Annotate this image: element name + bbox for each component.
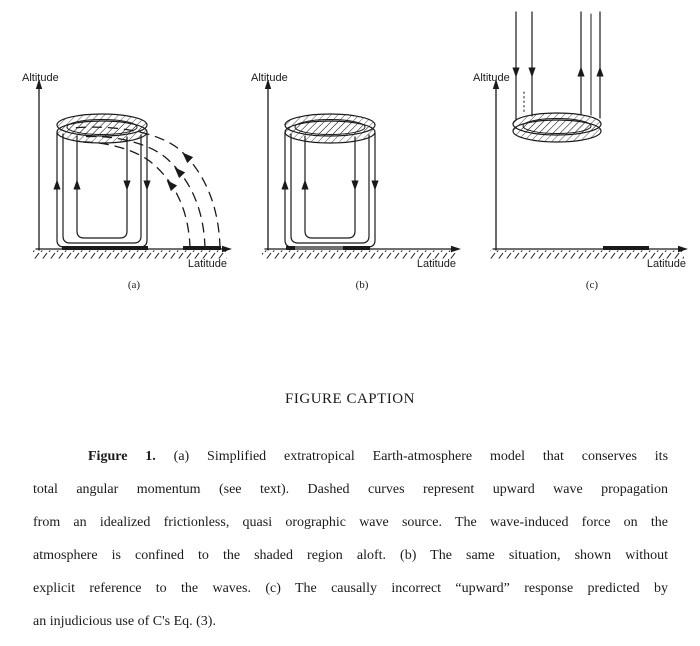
figure-number-label: Figure 1. (88, 449, 156, 464)
caption-line: atmosphere is confined to the shaded region aloft. (b) The same situation, shown without (33, 548, 668, 563)
up-arrow-icon (73, 180, 80, 190)
caption-line: total angular momentum (see text). Dashed curves represent upward wave propagation (33, 482, 668, 497)
up-arrow-icon (281, 180, 288, 190)
panel-a-altitude-label: Altitude (22, 72, 59, 84)
down-arrow-icon (143, 181, 150, 191)
panel-a-wave-source-bar (183, 246, 221, 250)
panel-a-shaded-disc (57, 114, 147, 143)
down-arrow-icon (351, 181, 358, 191)
figure-caption (33, 440, 668, 638)
caption-line (33, 440, 668, 473)
panel-b-altitude-label: Altitude (251, 72, 288, 84)
down-arrow-icon (512, 68, 519, 78)
panel-a (22, 72, 232, 291)
panel-c-flow-arrows (512, 67, 603, 78)
up-arrow-icon (301, 180, 308, 190)
panel-b-y-axis (265, 79, 271, 250)
panel-a-y-axis (36, 79, 42, 250)
panel-c-y-axis (493, 79, 499, 250)
caption-line: an injudicious use of C's Eq. (3). (33, 614, 216, 629)
panel-b-shaded-disc (285, 114, 375, 143)
panel-c-shaded-disc (513, 113, 601, 142)
caption-text-segment: (a) Simplified extratropical Earth-atmosphere model that conserves its (173, 449, 669, 464)
up-arrow-icon (577, 67, 584, 77)
panel-c-letter: (c) (585, 279, 599, 291)
panel-c-latitude-label: Latitude (646, 258, 686, 270)
panel-c-ground-bar (603, 246, 649, 250)
panel-a-flow-arrows (53, 180, 150, 191)
panel-b-letter: (b) (355, 279, 369, 291)
panel-b-ground-bar (343, 246, 370, 250)
panel-c (473, 12, 688, 291)
caption-line: from an idealized frictionless, quasi orographic wave source. The wave-induced force on the (33, 515, 668, 530)
panel-c-altitude-label: Altitude (473, 72, 510, 84)
panel-a-ground-bar (62, 246, 148, 250)
wave-arrow-icon (179, 149, 193, 163)
panel-b-latitude-label: Latitude (416, 258, 456, 270)
down-arrow-icon (371, 181, 378, 191)
down-arrow-icon (123, 181, 130, 191)
panel-a-circulation-loops (57, 132, 147, 247)
caption-heading: FIGURE CAPTION (285, 391, 415, 407)
panel-b-circulation-loops (285, 132, 375, 247)
panel-b (251, 72, 461, 291)
panel-a-letter: (a) (127, 279, 141, 291)
caption-line: explicit reference to the waves. (c) The causally incorrect “upward” response predicted by (33, 581, 668, 596)
up-arrow-icon (596, 67, 603, 77)
down-arrow-icon (528, 68, 535, 78)
wave-arrow-icon (171, 164, 185, 178)
wave-arrow-icon (164, 177, 178, 191)
panel-a-latitude-label: Latitude (187, 258, 227, 270)
panel-b-flow-arrows (281, 180, 378, 191)
panel-c-vertical-streamlines (516, 12, 600, 119)
panel-b-ground-bar (286, 246, 295, 250)
up-arrow-icon (53, 180, 60, 190)
